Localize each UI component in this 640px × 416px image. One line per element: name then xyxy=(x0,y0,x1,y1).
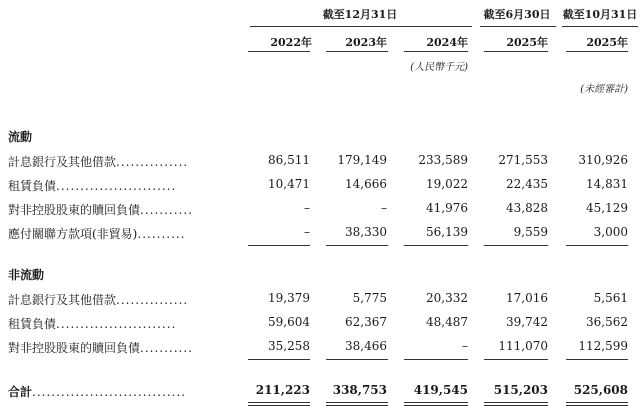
subtotal-rule xyxy=(248,245,310,246)
row-label xyxy=(8,339,193,356)
row-label-text: 計息銀行及其他借款 xyxy=(8,293,117,307)
cell-value: 19,022 xyxy=(426,177,468,191)
subtotal-rule xyxy=(404,245,468,246)
row-label xyxy=(8,291,188,308)
cell-value: 14,666 xyxy=(345,177,387,191)
cell-value: 9,559 xyxy=(513,225,548,239)
total-value: 515,203 xyxy=(493,383,548,397)
header-year-rule-2023 xyxy=(326,51,388,52)
dot-leader: ............... xyxy=(116,155,189,169)
cell-value: 5,775 xyxy=(352,291,387,305)
subtotal-rule xyxy=(484,245,548,246)
row-label-text: 租賃負債 xyxy=(8,179,57,193)
total-value: 211,223 xyxy=(255,383,310,397)
row-label-text: 計息銀行及其他借款 xyxy=(8,155,117,169)
header-group-oct31: 截至10月31日 xyxy=(562,8,638,21)
cell-value: 38,330 xyxy=(345,225,387,239)
header-year-rule-2024 xyxy=(404,51,468,52)
header-year-rule-2022 xyxy=(248,51,310,52)
subtotal-rule xyxy=(326,245,388,246)
subtotal-rule xyxy=(484,359,548,360)
dot-leader: ......................... xyxy=(56,179,177,193)
row-label xyxy=(8,201,193,218)
total-double-rule xyxy=(248,402,310,403)
header-year-2025-jun: 2025年 xyxy=(506,36,548,49)
cell-value: 5,561 xyxy=(593,291,628,305)
cell-value: 112,599 xyxy=(578,339,628,353)
header-year-rule-2025-oct xyxy=(566,51,628,52)
cell-value: 39,742 xyxy=(506,315,548,329)
total-value: 525,608 xyxy=(573,383,628,397)
row-label-text: 對非控股股東的贖回負債 xyxy=(8,341,141,355)
header-group-rule-oct31 xyxy=(562,26,638,27)
cell-value: 17,016 xyxy=(506,291,548,305)
total-double-rule xyxy=(248,405,310,406)
row-label xyxy=(8,225,186,242)
header-group-dec31: 截至12月31日 xyxy=(322,8,398,21)
total-double-rule xyxy=(326,402,388,403)
section-current-heading: 流動 xyxy=(8,130,33,144)
total-double-rule xyxy=(484,402,548,403)
header-year-rule-2025-jun xyxy=(484,51,548,52)
cell-value: 10,471 xyxy=(268,177,310,191)
section-noncurrent-heading: 非流動 xyxy=(8,268,45,282)
unaudited-note: (未經審計) xyxy=(580,84,628,95)
row-label-text: 對非控股股東的贖回負債 xyxy=(8,203,141,217)
row-label-text: 應付關聯方款項(非貿易) xyxy=(8,227,138,241)
cell-value: 36,562 xyxy=(586,315,628,329)
cell-value: 233,589 xyxy=(418,153,468,167)
unit-note: (人民幣千元) xyxy=(410,62,468,73)
subtotal-rule xyxy=(326,359,388,360)
cell-value: 22,435 xyxy=(506,177,548,191)
dot-leader: .......... xyxy=(137,227,186,241)
subtotal-rule xyxy=(404,359,468,360)
cell-value: 56,139 xyxy=(426,225,468,239)
total-double-rule xyxy=(484,405,548,406)
cell-value: – xyxy=(304,201,310,215)
cell-value: – xyxy=(304,225,310,239)
dot-leader: ........... xyxy=(140,203,193,217)
cell-value: 35,258 xyxy=(268,339,310,353)
cell-value: 86,511 xyxy=(268,153,310,167)
cell-value: 310,926 xyxy=(578,153,628,167)
header-year-2024: 2024年 xyxy=(426,36,468,49)
dot-leader: ................................ xyxy=(32,385,187,399)
cell-value: 45,129 xyxy=(586,201,628,215)
total-double-rule xyxy=(566,402,628,403)
cell-value: 271,553 xyxy=(498,153,548,167)
dot-leader: ........... xyxy=(140,341,193,355)
header-group-rule-dec31 xyxy=(250,26,472,27)
dot-leader: ......................... xyxy=(56,317,177,331)
total-value: 338,753 xyxy=(332,383,387,397)
dot-leader: ............... xyxy=(116,293,189,307)
cell-value: 19,379 xyxy=(268,291,310,305)
cell-value: 38,466 xyxy=(345,339,387,353)
total-double-rule xyxy=(326,405,388,406)
header-group-jun30: 截至6月30日 xyxy=(483,8,551,21)
header-year-2023: 2023年 xyxy=(345,36,387,49)
cell-value: 179,149 xyxy=(337,153,387,167)
cell-value: – xyxy=(462,339,468,353)
header-year-2022: 2022年 xyxy=(270,36,312,49)
row-label xyxy=(8,153,188,170)
cell-value: 14,831 xyxy=(586,177,628,191)
total-double-rule xyxy=(566,405,628,406)
total-double-rule xyxy=(404,402,468,403)
cell-value: – xyxy=(381,201,387,215)
subtotal-rule xyxy=(248,359,310,360)
total-label-text: 合計 xyxy=(8,385,33,399)
cell-value: 59,604 xyxy=(268,315,310,329)
cell-value: 3,000 xyxy=(593,225,628,239)
row-label xyxy=(8,177,176,194)
header-year-2025-oct: 2025年 xyxy=(586,36,628,49)
cell-value: 62,367 xyxy=(345,315,387,329)
cell-value: 43,828 xyxy=(506,201,548,215)
total-value: 419,545 xyxy=(413,383,468,397)
cell-value: 41,976 xyxy=(426,201,468,215)
subtotal-rule xyxy=(566,359,628,360)
cell-value: 48,487 xyxy=(426,315,468,329)
total-label xyxy=(8,383,186,400)
cell-value: 111,070 xyxy=(498,339,548,353)
row-label xyxy=(8,315,176,332)
row-label-text: 租賃負債 xyxy=(8,317,57,331)
subtotal-rule xyxy=(566,245,628,246)
total-double-rule xyxy=(404,405,468,406)
header-group-rule-jun30 xyxy=(480,26,556,27)
cell-value: 20,332 xyxy=(426,291,468,305)
